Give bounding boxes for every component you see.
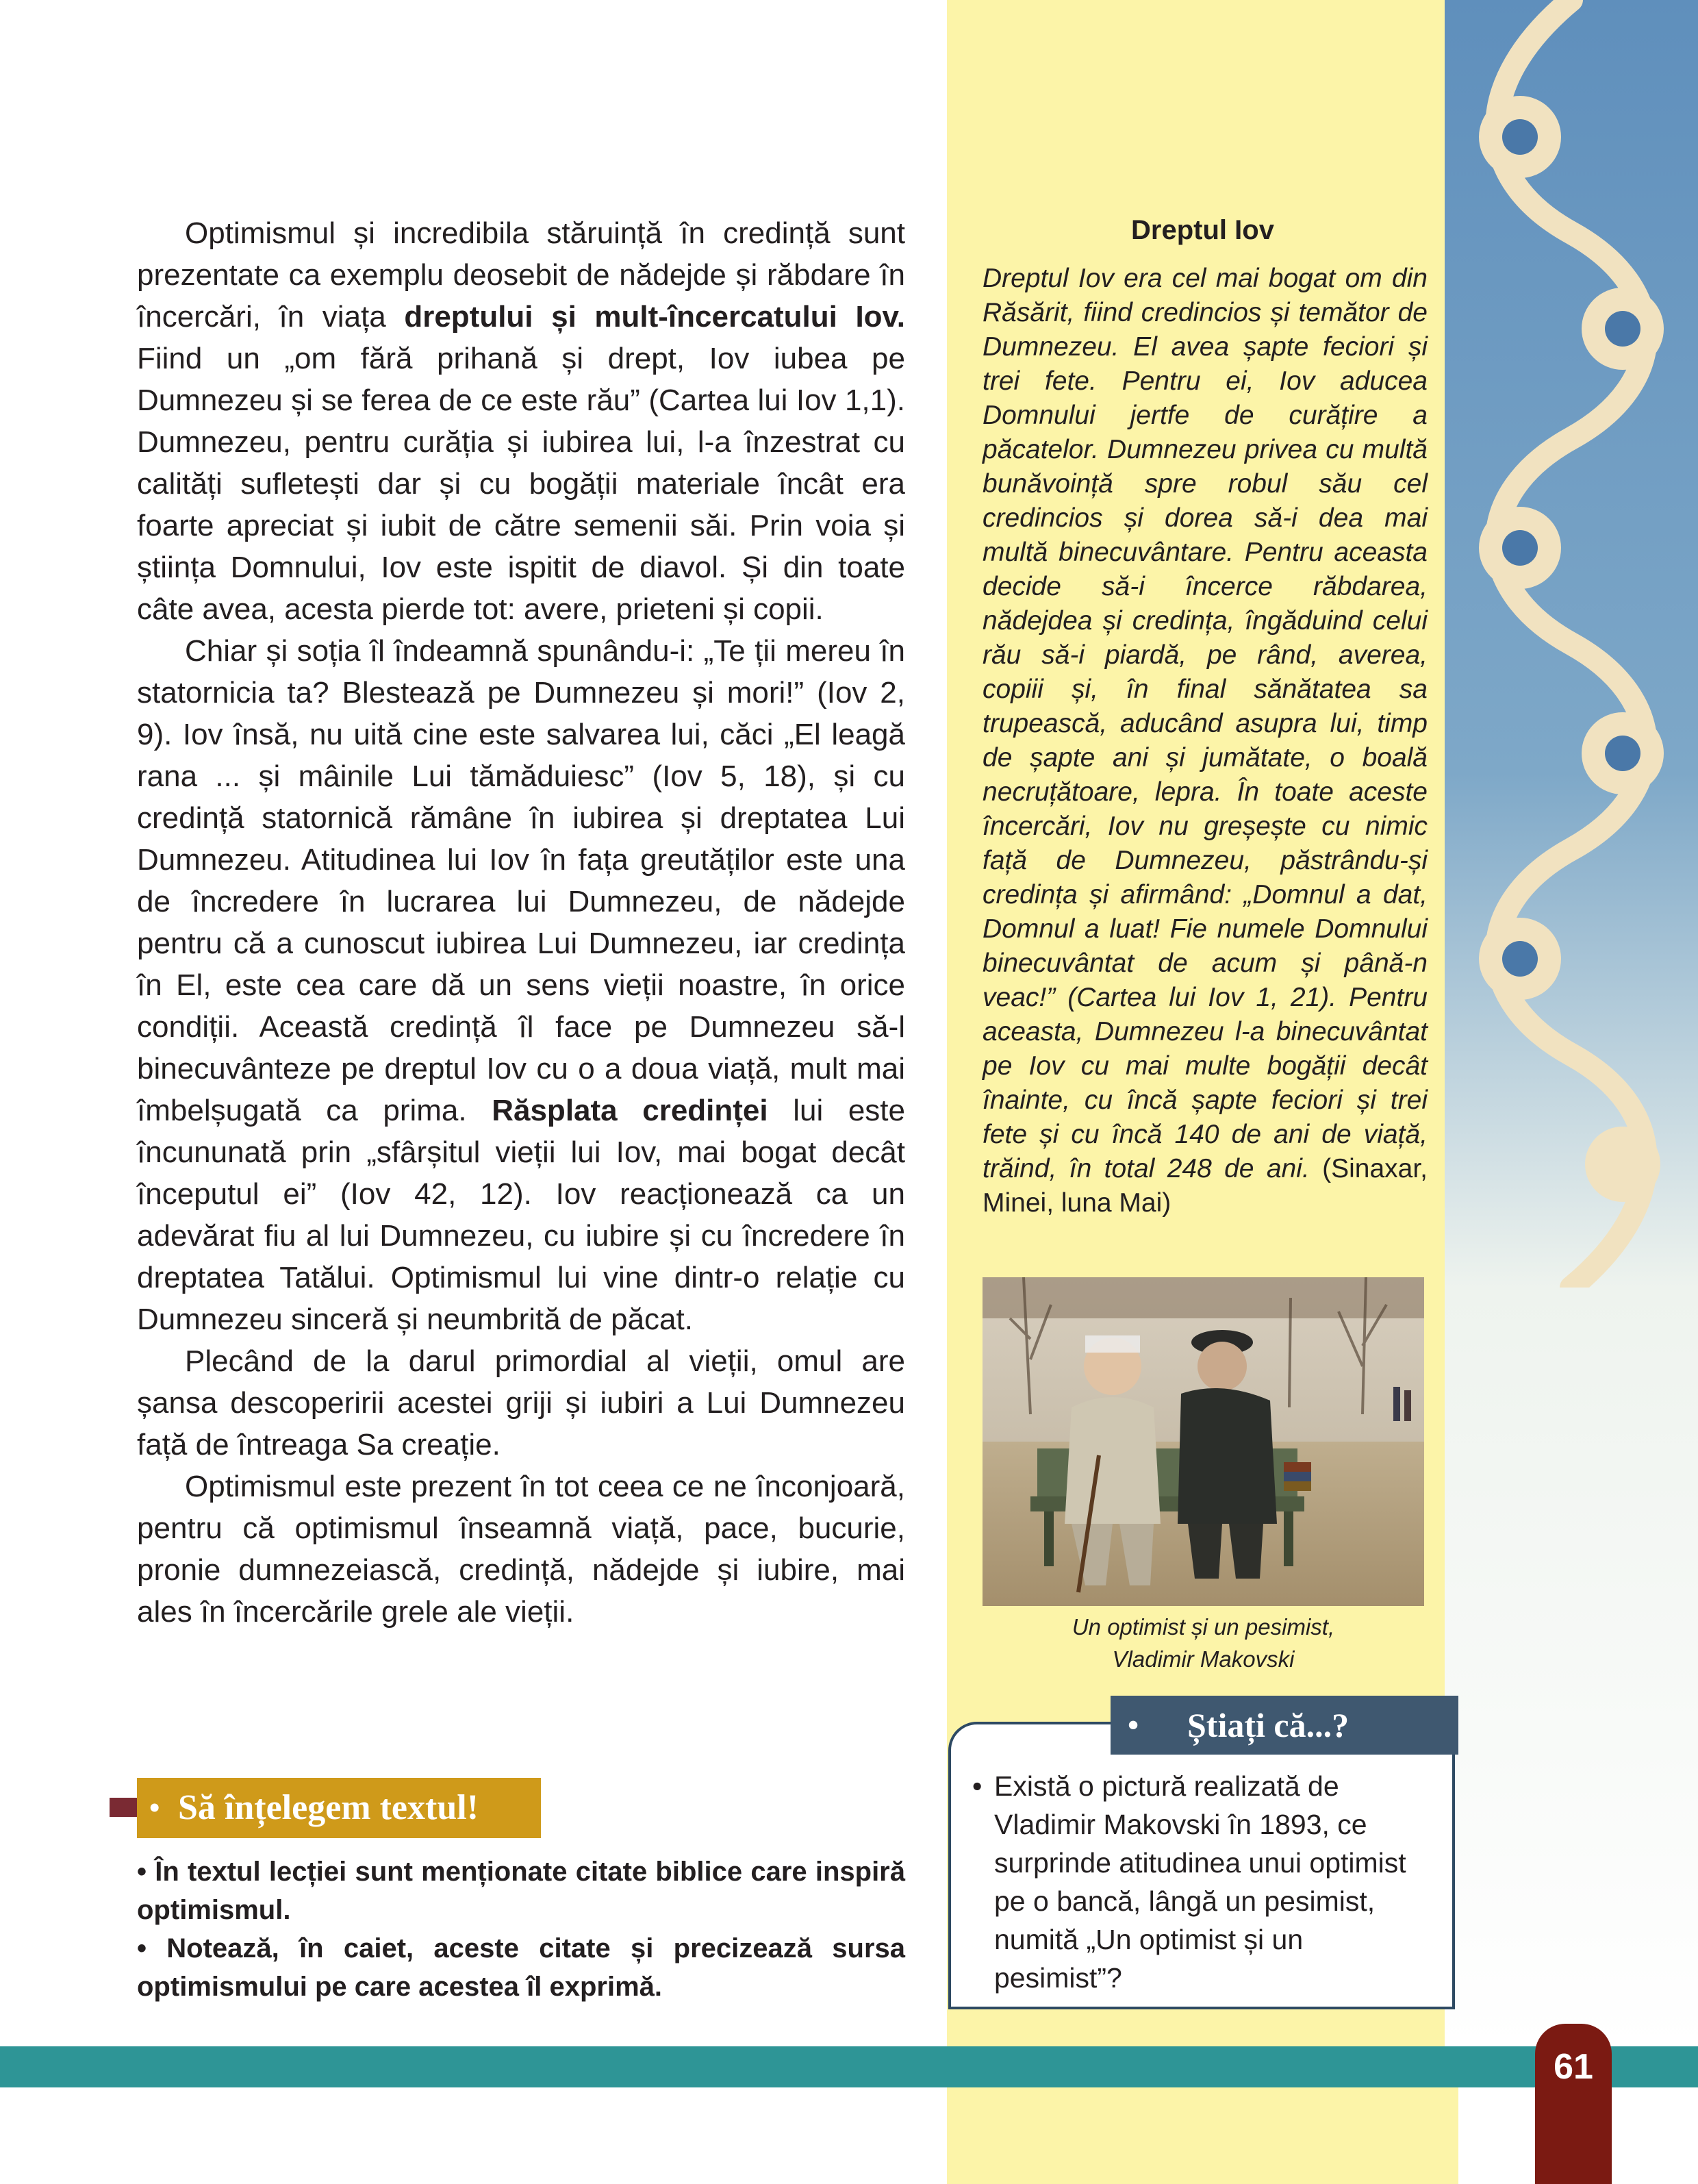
emphasis-text: Răsplata credinței — [492, 1094, 768, 1127]
sidebar-title: Dreptul Iov — [1131, 215, 1274, 245]
caption-title: Un optimist și un pesimist, — [1072, 1614, 1335, 1640]
page-number: 61 — [1554, 2047, 1593, 2087]
decorative-ornament — [1445, 0, 1698, 1288]
body-paragraph: Plecând de la darul primordial al vieții, omul are șansa descoperirii acestei griji și iubiri a Lui Dumnezeu față de întreaga Sa creație. — [137, 1344, 905, 1461]
header-bullet: • — [1128, 1707, 1139, 1742]
did-you-know-text — [972, 1767, 1434, 1997]
header-bullet: • — [149, 1791, 160, 1824]
sidebar-source: (Sinaxar, Minei, luna Mai) — [983, 1154, 1428, 1218]
painting-optimist-pessimist — [983, 1277, 1424, 1606]
emphasis-text: dreptului și mult-încercatului Iov. — [404, 300, 905, 334]
did-you-know-header — [1111, 1696, 1458, 1755]
exercise-header — [137, 1778, 541, 1838]
exercise-list — [137, 1853, 905, 2006]
body-paragraph: Optimismul și incredibila stăruință în credință sunt prezentate ca exemplu deosebit de nădejde și răbdare în încercări, în viața dreptului și mult-încercatului Iov. Fiind un „om fără prihană și drept, Iov iubea pe Dumnezeu și se ferea de ce este rău” (Cartea lui Iov 1,1). Dumnezeu, pentru curăția și iubirea lui, l-a înzestrat cu calități sufletești dar și cu bogății materiale încât era foarte apreciat și iubit de către semenii săi. Prin voia și știința Domnului, Iov este ispitit de diavol. Și din toate câte avea, acesta pierde tot: avere, prieteni și copii. — [137, 216, 905, 626]
exercise-title: Să înțelegem textul! — [178, 1788, 479, 1827]
body-paragraph: Optimismul este prezent în tot ceea ce ne înconjoară, pentru că optimismul înseamnă viață, pace, bucurie, pronie dumnezeiască, credință, nădejde și iubire, mai ales în încercările grele ale vieții. — [137, 1470, 905, 1629]
sidebar-text — [983, 262, 1428, 1220]
list-bullet: • — [972, 1770, 983, 1802]
exercise-item: • Notează, în caiet, aceste citate și precizează sursa optimismului pe care acestea îl exprimă. — [137, 1933, 905, 2002]
footer-band — [0, 2046, 1698, 2087]
ornament-fade — [1445, 1288, 1698, 2048]
exercise-item: • În textul lecției sunt menționate citate biblice care inspiră optimismul. — [137, 1857, 905, 1925]
did-you-know-title: Știați că...? — [1187, 1706, 1349, 1744]
main-body-text — [137, 212, 905, 1633]
body-paragraph: Chiar și soția îl îndeamnă spunându-i: „Te ții mereu în statornicia ta? Blestează pe Dumnezeu și mori!” (Iov 2, 9). Iov însă, nu uită cine este salvarea lui, căci „El leagă rana ... și mâinile Lui tămăduiesc” (Iov 5, 18), și cu credință statornică rămâne în iubirea și dreptatea Lui Dumnezeu. Atitudinea lui Iov în fața greutăților este una de încredere în lucrarea lui Dumnezeu, de nădejde pentru că a cunoscut iubirea Lui Dumnezeu, iar credința în El, este cea care dă un sens vieții noastre, în orice condiții. Această credință îl face pe Dumnezeu să-l binecuvânteze pe dreptul Iov cu o a doua viață, mult mai îmbelșugată ca prima. Răsplata credinței lui este încununată prin „sfârșitul vieții lui Iov, mai bogat decât începutul ei” (Iov 42, 12). Iov reacționează ca un adevărat fiu al lui Dumnezeu, cu iubire și cu încredere în dreptatea Tatălui. Optimismul lui vine dintr-o relație cu Dumnezeu sinceră și neumbrită de păcat. — [137, 634, 906, 1336]
sidebar-story: Dreptul Iov era cel mai bogat om din Răsărit, fiind credincios și temător de Dumnezeu. El avea șapte feciori și trei fete. Pentru ei, Iov aducea Domnului jertfe de curățire a păcatelor. Dumnezeu privea cu multă bunăvoință spre robul său cel credincios și dorea să-i dea mai multă binecuvântare. Pentru aceasta decide să-i încerce răbdarea, nădejdea și credința, îngăduind celui rău să-i piardă, pe rând, averea, copiii și, în final sănătatea sa trupească, aducând asupra lui, timp de șapte ani și jumătate, o boală necruțătoare, lepra. În toate aceste încercări, Iov nu greșește cu nimic față de Dumnezeu, păstrându-și credința și afirmând: „Domnul a dat, Domnul a luat! Fie numele Domnului binecuvântat de acum și până-n veac!” (Cartea lui Iov 1, 21). Pentru aceasta, Dumnezeu l-a binecuvântat pe Iov cu mai multe bogății decât înainte, cu încă șapte feciori și trei fete și cu încă 140 de ani de viață, trăind, în total 248 de ani. — [983, 264, 1428, 1183]
painting-caption — [983, 1611, 1424, 1675]
caption-author: Vladimir Makovski — [1112, 1646, 1295, 1672]
did-you-know-body: Există o pictură realizată de Vladimir Makovski în 1893, ce surprinde atitudinea unui optimist pe o bancă, lângă un pesimist, numită „Un optimist și un pesimist”? — [994, 1770, 1406, 1994]
